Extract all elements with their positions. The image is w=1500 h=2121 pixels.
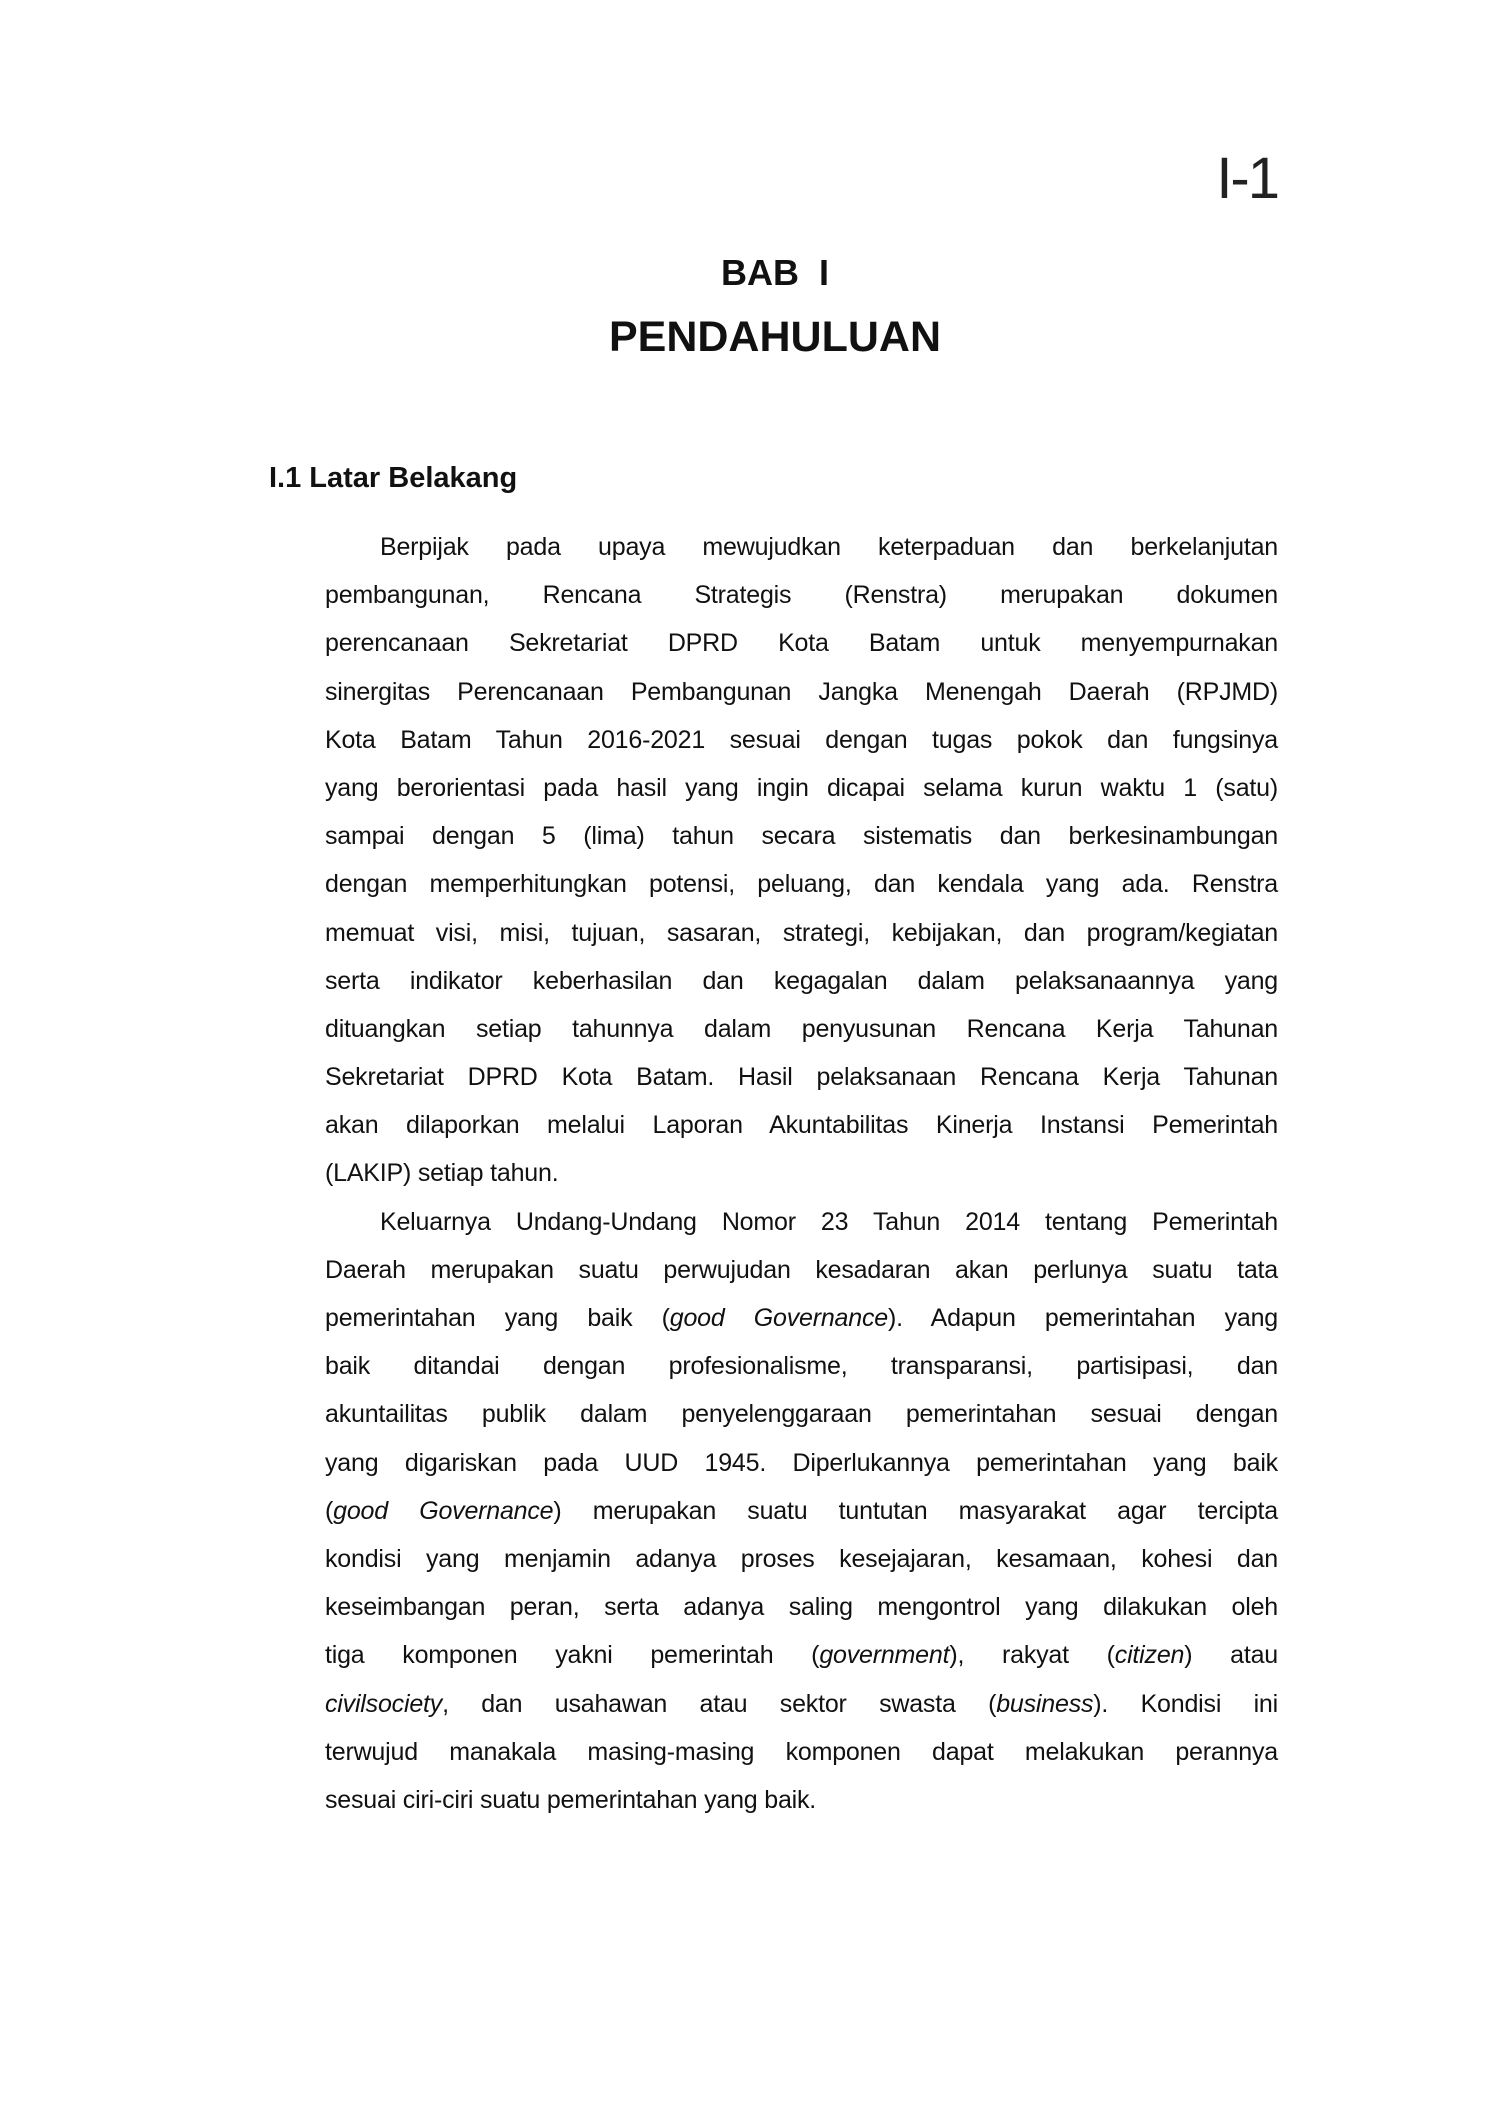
text-segment: Sekretariat DPRD Kota Batam. Hasil pelaksanaan Rencana Kerja Tahunan — [325, 1063, 1278, 1092]
text-line — [325, 961, 1278, 1009]
text-segment: ) atau — [1184, 1641, 1278, 1670]
text-line — [325, 1635, 1278, 1683]
section-heading: I.1 Latar Belakang — [269, 462, 518, 494]
text-segment: terwujud manakala masing-masing komponen dapat melakukan perannya — [325, 1737, 1278, 1766]
paragraph — [325, 527, 1278, 1202]
text-segment: ) merupakan suatu tuntutan masyarakat agar tercipta — [553, 1496, 1278, 1525]
text-segment: dituangkan setiap tahunnya dalam penyusunan Rencana Kerja Tahunan — [325, 1014, 1278, 1043]
text-segment: Berpijak pada upaya mewujudkan keterpaduan dan berkelanjutan — [380, 533, 1278, 561]
text-line — [325, 1780, 1278, 1828]
text-segment: , dan usahawan atau sektor swasta ( — [442, 1689, 997, 1718]
text-segment: ). Adapun pemerintahan yang — [887, 1304, 1278, 1332]
text-line — [325, 1202, 1278, 1250]
text-line — [325, 1250, 1278, 1298]
body-text — [325, 527, 1278, 1828]
text-line — [325, 1491, 1278, 1539]
text-line — [325, 1153, 1278, 1201]
text-segment: pembangunan, Rencana Strategis (Renstra) merupakan dokumen — [325, 581, 1278, 610]
text-segment: pemerintahan yang baik ( — [325, 1304, 670, 1332]
text-segment: baik ditandai dengan profesionalisme, transparansi, partisipasi, dan — [325, 1352, 1278, 1381]
text-line — [325, 768, 1278, 816]
italic-term: government — [819, 1641, 950, 1670]
text-line — [325, 1394, 1278, 1442]
text-segment: sesuai ciri-ciri suatu pemerintahan yang baik. — [325, 1785, 817, 1814]
italic-term: citizen — [1114, 1641, 1185, 1670]
paragraph — [325, 1202, 1278, 1828]
text-line — [325, 913, 1278, 961]
text-segment: ), rakyat ( — [949, 1641, 1115, 1670]
text-segment: (LAKIP) setiap tahun. — [325, 1159, 559, 1188]
text-segment: Keluarnya Undang-Undang Nomor 23 Tahun 2014 tentang Pemerintah — [380, 1207, 1278, 1236]
text-line — [325, 575, 1278, 623]
text-segment: yang digariskan pada UUD 1945. Diperlukannya pemerintahan yang baik — [325, 1448, 1278, 1477]
text-segment: kondisi yang menjamin adanya proses kesejajaran, kesamaan, kohesi dan — [325, 1544, 1278, 1573]
text-segment: Daerah merupakan suatu perwujudan kesadaran akan perlunya suatu tata — [325, 1255, 1278, 1284]
chapter-title: PENDAHULUAN — [608, 313, 942, 361]
text-line — [325, 1684, 1278, 1732]
text-line — [325, 1009, 1278, 1057]
text-line — [325, 1539, 1278, 1587]
text-segment: serta indikator keberhasilan dan kegagalan dalam pelaksanaannya yang — [325, 966, 1278, 995]
text-segment: ). Kondisi ini — [1093, 1689, 1278, 1718]
text-segment: akuntailitas publik dalam penyelenggaraan pemerintahan sesuai dengan — [325, 1400, 1278, 1429]
text-line — [325, 672, 1278, 720]
text-line — [325, 1346, 1278, 1394]
text-line — [325, 1732, 1278, 1780]
text-line — [325, 816, 1278, 864]
text-line — [325, 864, 1278, 912]
page-number: I-1 — [1216, 146, 1278, 211]
text-line — [325, 1057, 1278, 1105]
text-segment: Kota Batam Tahun 2016-2021 sesuai dengan tugas pokok dan fungsinya — [325, 725, 1278, 754]
text-line — [325, 623, 1278, 671]
text-segment: tiga komponen yakni pemerintah ( — [325, 1641, 820, 1670]
chapter-label: BAB I — [721, 252, 829, 293]
text-line — [325, 527, 1278, 575]
text-segment: perencanaan Sekretariat DPRD Kota Batam untuk menyempurnakan — [325, 629, 1278, 658]
italic-term: civilsociety — [325, 1689, 443, 1718]
text-segment: sinergitas Perencanaan Pembangunan Jangka Menengah Daerah (RPJMD) — [325, 677, 1278, 706]
text-line — [325, 720, 1278, 768]
text-line — [325, 1298, 1278, 1346]
text-segment: akan dilaporkan melalui Laporan Akuntabilitas Kinerja Instansi Pemerintah — [325, 1111, 1278, 1140]
text-segment: sampai dengan 5 (lima) tahun secara sistematis dan berkesinambungan — [325, 822, 1278, 851]
text-line — [325, 1587, 1278, 1635]
italic-term: good Governance — [333, 1496, 554, 1525]
text-segment: yang berorientasi pada hasil yang ingin dicapai selama kurun waktu 1 (satu) — [325, 773, 1278, 802]
text-segment: ( — [325, 1496, 334, 1525]
text-line — [325, 1105, 1278, 1153]
text-segment: dengan memperhitungkan potensi, peluang, dan kendala yang ada. Renstra — [325, 870, 1278, 899]
text-segment: memuat visi, misi, tujuan, sasaran, strategi, kebijakan, dan program/kegiatan — [325, 918, 1278, 947]
italic-term: business — [996, 1689, 1094, 1718]
text-line — [325, 1443, 1278, 1491]
text-segment: keseimbangan peran, serta adanya saling mengontrol yang dilakukan oleh — [325, 1593, 1278, 1622]
italic-term: good Governance — [669, 1304, 888, 1332]
